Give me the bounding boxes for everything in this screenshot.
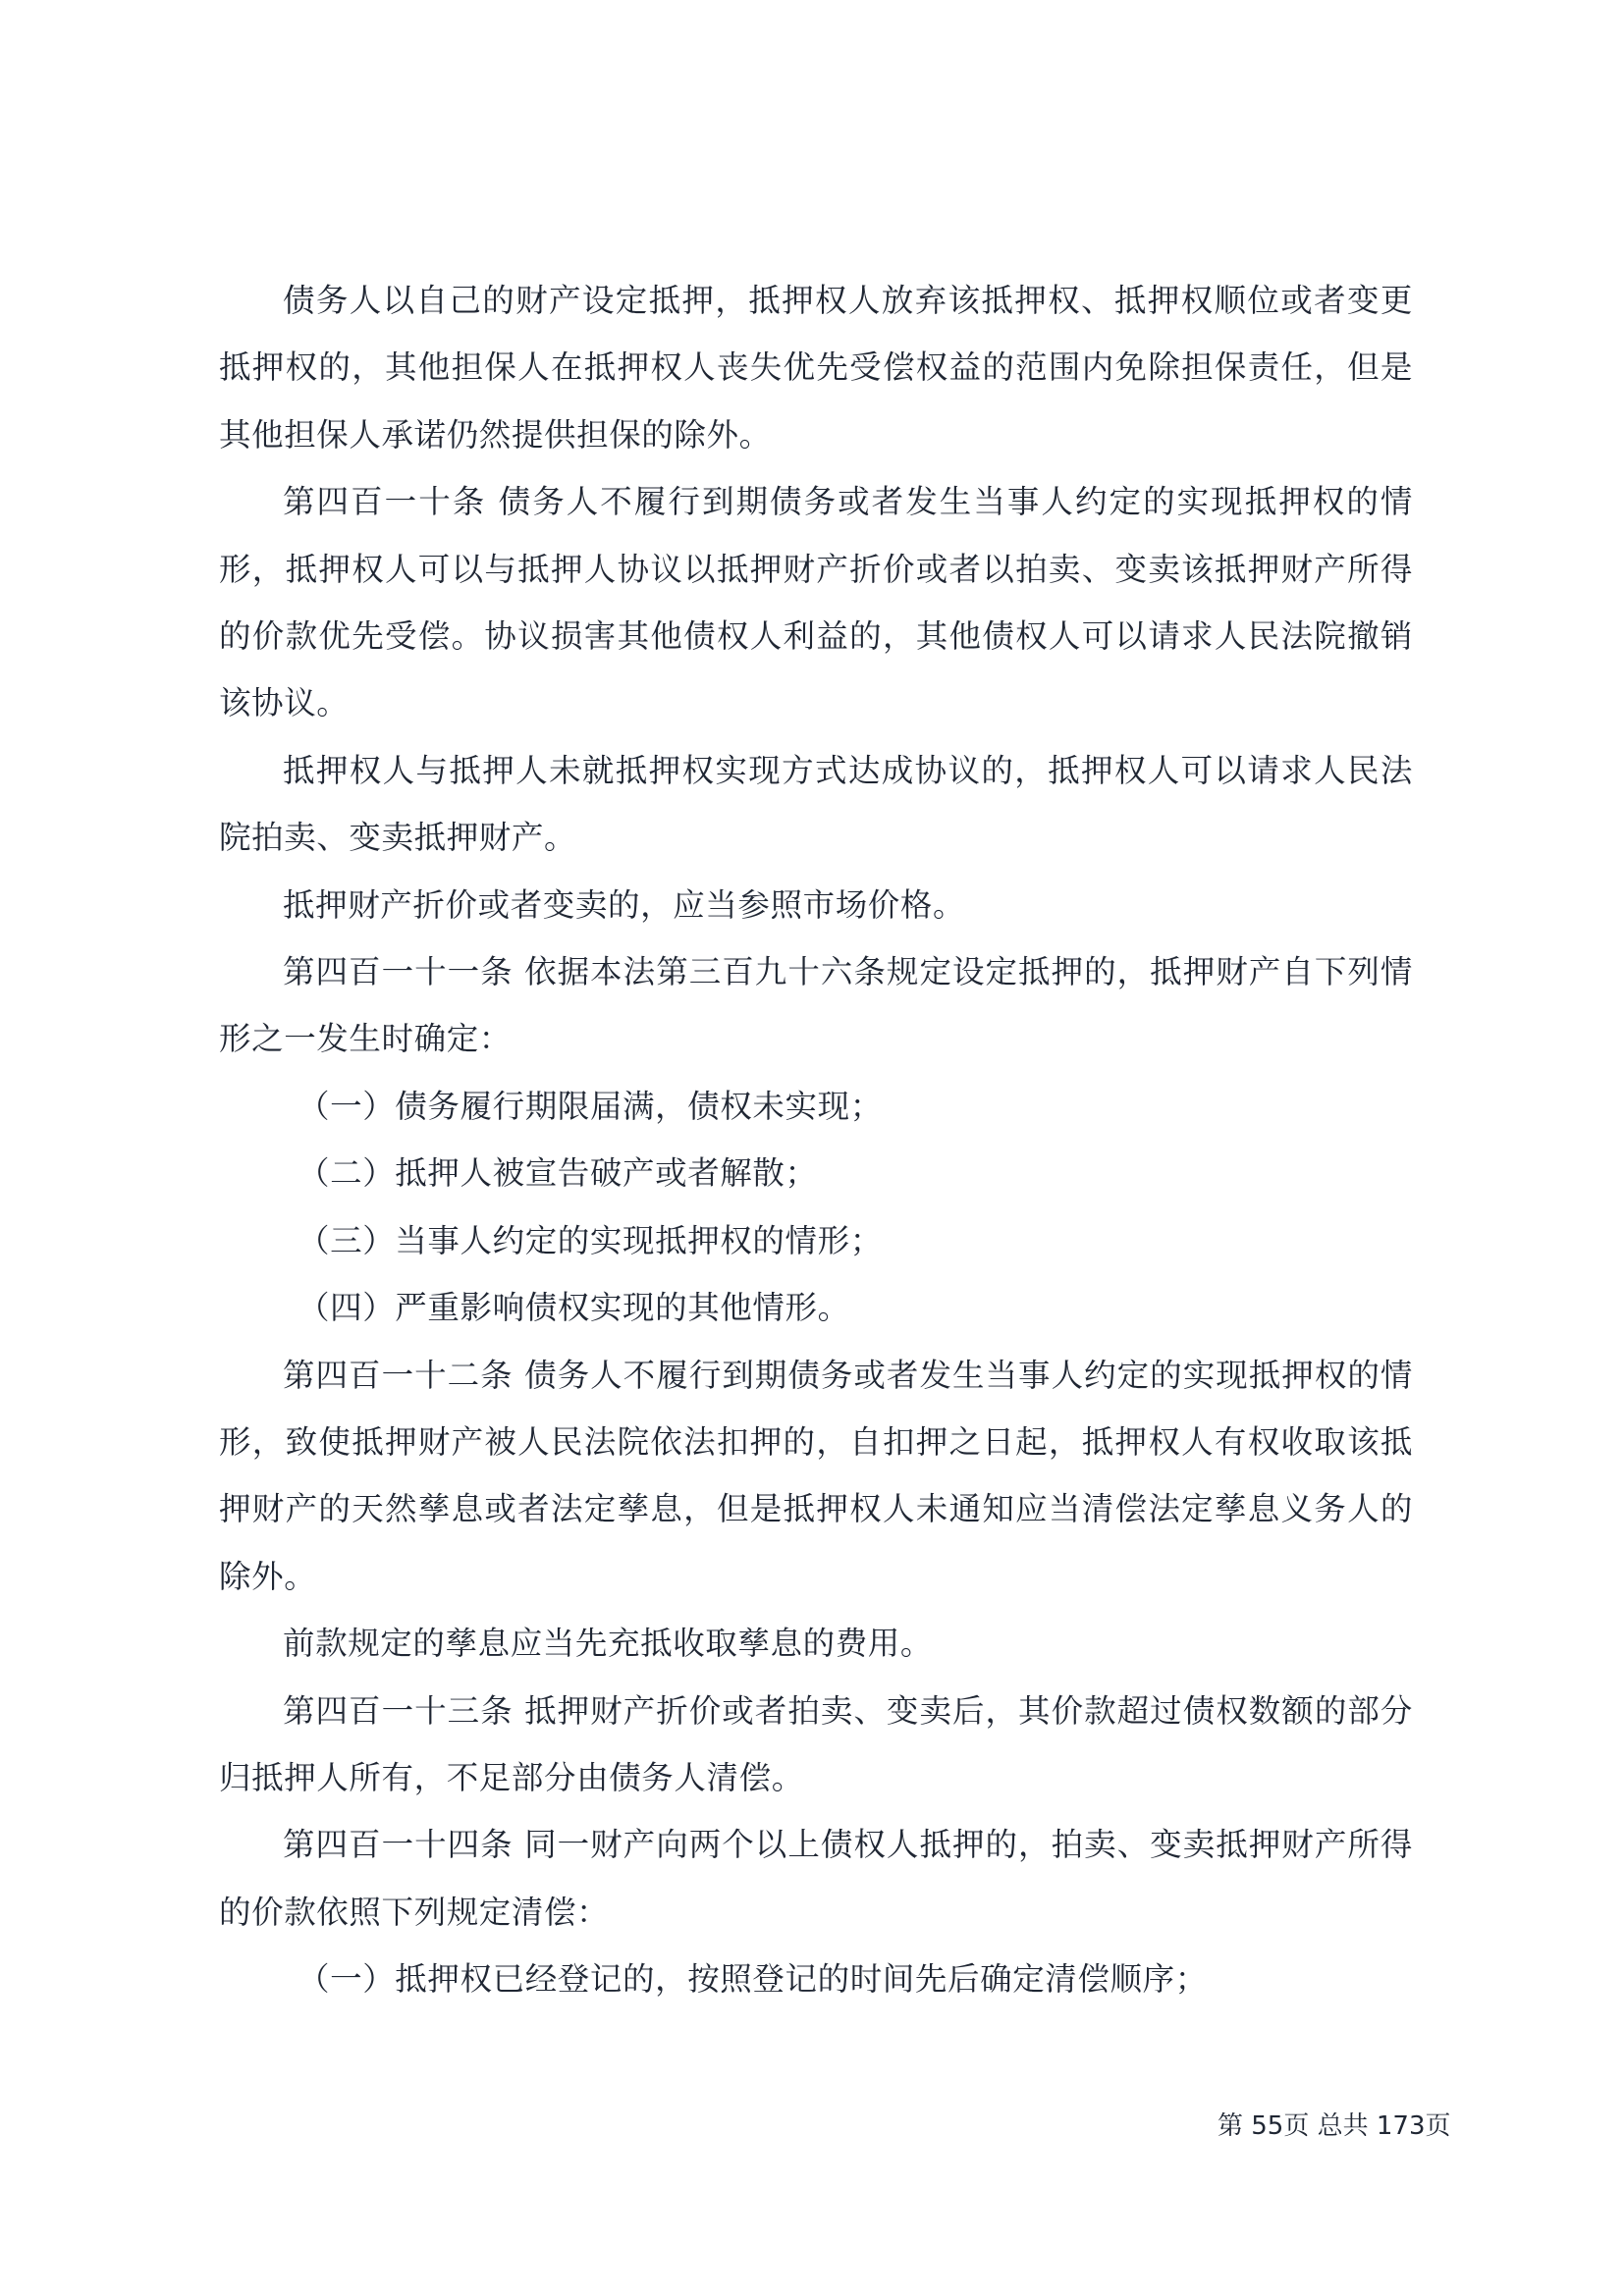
- article-414: 第四百一十四条 同一财产向两个以上债权人抵押的，拍卖、变卖抵押财产所得的价款依照下列规定清偿：: [219, 1826, 1413, 1931]
- article-410: 第四百一十条 债务人不履行到期债务或者发生当事人约定的实现抵押权的情形，抵押权人可以与抵押人协议以抵押财产折价或者以拍卖、变卖该抵押财产所得的价款优先受偿。协议损害其他债权人利益的，其他债权人可以请求人民法院撤销该协议。: [219, 483, 1413, 722]
- paragraph: 抵押权人与抵押人未就抵押权实现方式达成协议的，抵押权人可以请求人民法院拍卖、变卖抵押财产。: [219, 751, 1413, 857]
- list-item: （一）债务履行期限届满，债权未实现；: [298, 1087, 883, 1125]
- list-item: （一）抵押权已经登记的，按照登记的时间先后确定清偿顺序；: [298, 1960, 1208, 1999]
- article-412: 第四百一十二条 债务人不履行到期债务或者发生当事人约定的实现抵押权的情形，致使抵押财产被人民法院依法扣押的，自扣押之日起，抵押权人有权收取该抵押财产的天然孳息或者法定孳息，但是抵押权人未通知应当清偿法定孳息义务人的除外。: [219, 1356, 1413, 1595]
- list-item: （三）当事人约定的实现抵押权的情形；: [298, 1221, 883, 1259]
- list-item: （二）抵押人被宣告破产或者解散；: [298, 1154, 818, 1193]
- article-411: 第四百一十一条 依据本法第三百九十六条规定设定抵押的，抵押财产自下列情形之一发生时确定：: [219, 953, 1413, 1058]
- paragraph: 抵押财产折价或者变卖的，应当参照市场价格。: [283, 885, 966, 924]
- paragraph: 前款规定的孳息应当先充抵收取孳息的费用。: [283, 1625, 934, 1663]
- page-number-footer: 第 55页 总共 173页: [1218, 2111, 1451, 2141]
- paragraph: 债务人以自己的财产设定抵押，抵押权人放弃该抵押权、抵押权顺位或者变更抵押权的，其他担保人在抵押权人丧失优先受偿权益的范围内免除担保责任，但是其他担保人承诺仍然提供担保的除外。: [219, 282, 1413, 454]
- article-413: 第四百一十三条 抵押财产折价或者拍卖、变卖后，其价款超过债权数额的部分归抵押人所有，不足部分由债务人清偿。: [219, 1691, 1413, 1796]
- list-item: （四）严重影响债权实现的其他情形。: [298, 1289, 850, 1327]
- document-body: [219, 267, 1413, 2013]
